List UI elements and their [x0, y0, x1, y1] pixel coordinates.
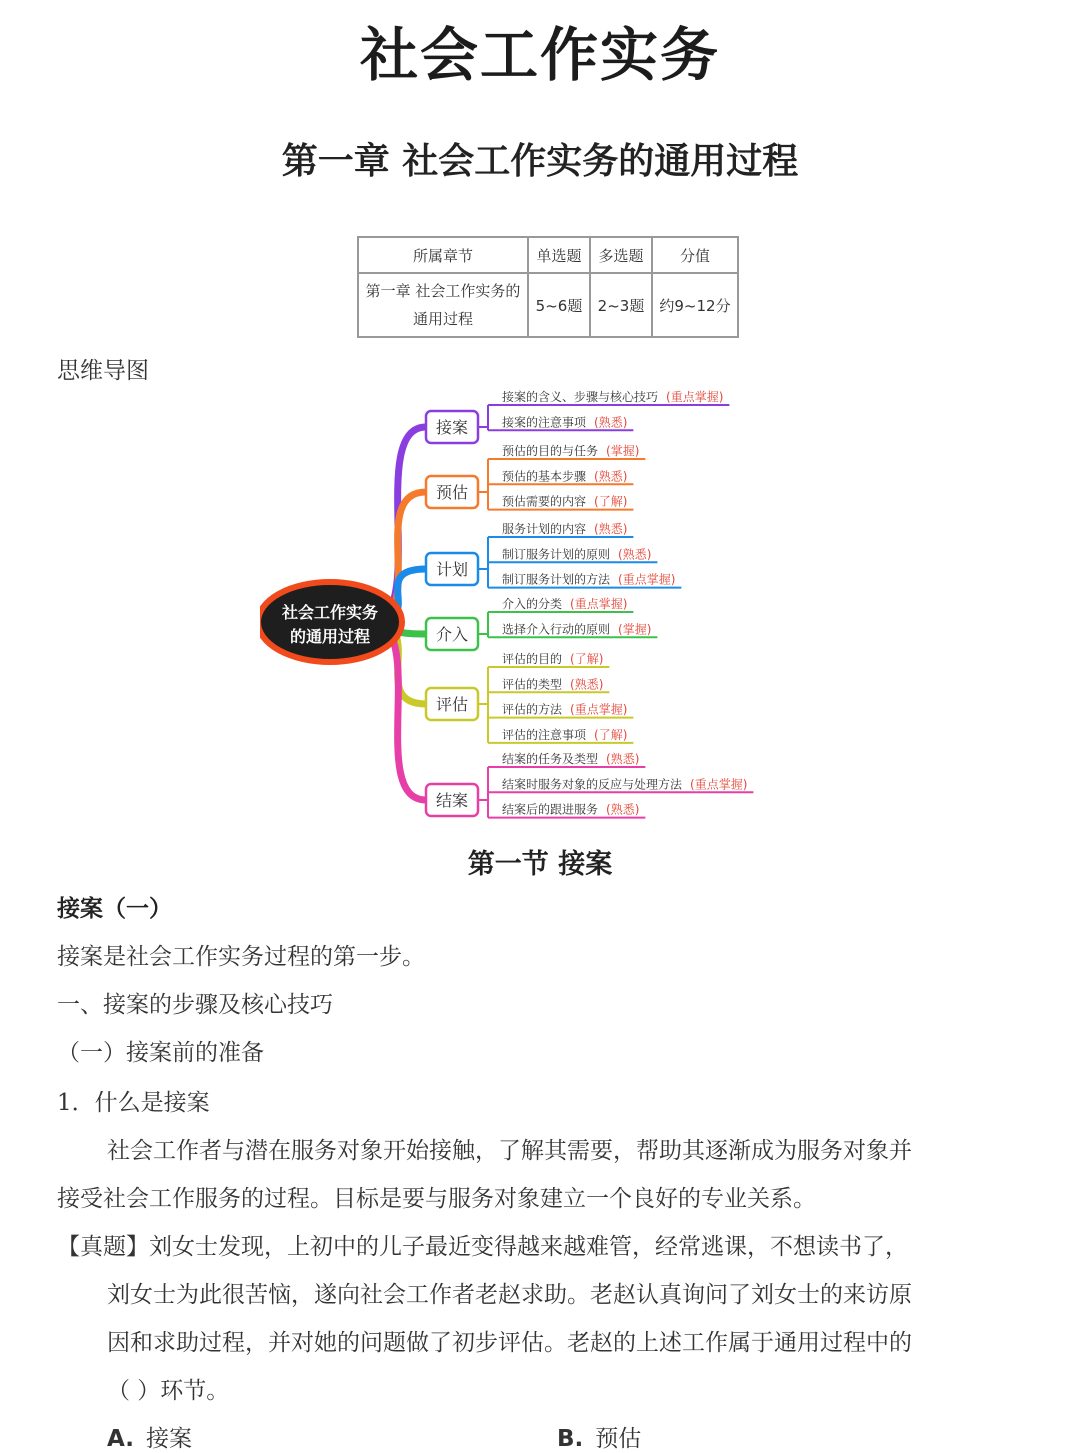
table-header: 分值	[652, 237, 738, 273]
leaf-tag: (重点掌握)	[570, 702, 628, 717]
table-cell: 5~6题	[528, 273, 590, 337]
branch-node-label: 计划	[435, 560, 469, 579]
question-line: 刘女士为此很苦恼，遂向社会工作者老赵求助。老赵认真询问了刘女士的来访原	[107, 1282, 912, 1308]
option-a	[107, 1420, 192, 1453]
leaf-tag: (了解)	[594, 494, 628, 509]
table-cell: 2~3题	[590, 273, 652, 337]
leaf-tag: (重点掌握)	[570, 597, 628, 611]
exam-info-table	[357, 236, 739, 338]
table-header: 单选题	[528, 237, 590, 273]
branch-node-label: 介入	[435, 625, 469, 644]
option-a-letter: A.	[107, 1426, 134, 1452]
leaf-label: 结案后的跟进服务	[502, 802, 599, 817]
center-node-label: 的通用过程	[289, 627, 371, 646]
leaf-label: 制订服务计划的原则	[502, 547, 611, 562]
chapter-title: 第一章 社会工作实务的通用过程	[281, 141, 799, 182]
question-line: 【真题】刘女士发现，上初中的儿子最近变得越来越难管，经常逃课，不想读书了，	[57, 1234, 908, 1260]
leaf-label: 接案的含义、步骤与核心技巧	[502, 390, 659, 404]
leaf-label: 预估需要的内容	[502, 494, 587, 509]
leaf-label: 服务计划的内容	[502, 522, 587, 536]
leaf-tag: (重点掌握)	[618, 572, 676, 587]
leaf-tag: (熟悉)	[606, 802, 640, 817]
leaf-tag: (了解)	[570, 652, 604, 666]
option-a-text: 接案	[145, 1426, 192, 1452]
leaf-tag: (重点掌握)	[666, 390, 724, 404]
table-header: 多选题	[590, 237, 652, 273]
body-intro: 接案是社会工作实务过程的第一步。	[57, 944, 425, 970]
leaf-label: 选择介入行动的原则	[502, 622, 611, 637]
leaf-tag: (熟悉)	[618, 547, 652, 562]
leaf-label: 评估的注意事项	[502, 727, 587, 742]
question-line: （ ）环节。	[107, 1378, 230, 1404]
leaf-tag: (了解)	[594, 727, 628, 742]
leaf-label: 预估的基本步骤	[502, 469, 587, 484]
leaf-tag: (熟悉)	[606, 752, 640, 766]
table-cell: 约9~12分	[652, 273, 738, 337]
leaf-tag: (重点掌握)	[690, 777, 748, 792]
heading-level-1: 一、接案的步骤及核心技巧	[57, 992, 333, 1018]
leaf-label: 预估的目的与任务	[502, 444, 599, 458]
leaf-tag: (熟悉)	[594, 469, 628, 484]
leaf-label: 评估的目的	[502, 652, 563, 666]
leaf-tag: (掌握)	[606, 444, 640, 458]
leaf-label: 介入的分类	[502, 597, 563, 611]
branch-node-label: 预估	[435, 483, 469, 502]
leaf-label: 结案时服务对象的反应与处理方法	[502, 777, 683, 792]
leaf-label: 评估的方法	[502, 702, 563, 717]
table-cell: 第一章 社会工作实务的通用过程	[358, 273, 528, 337]
center-node	[260, 582, 402, 662]
heading-level-2: （一）接案前的准备	[57, 1040, 264, 1066]
leaf-tag: (熟悉)	[594, 522, 628, 536]
mindmap-label: 思维导图	[57, 358, 149, 384]
leaf-label: 制订服务计划的方法	[502, 572, 611, 587]
section-title: 第一节 接案	[467, 849, 613, 880]
leaf-label: 评估的类型	[502, 677, 563, 692]
paragraph-line: 接受社会工作服务的过程。目标是要与服务对象建立一个良好的专业关系。	[57, 1186, 816, 1212]
leaf-tag: (熟悉)	[594, 415, 628, 430]
option-b	[557, 1420, 641, 1453]
mind-map	[260, 386, 840, 836]
center-node-label: 社会工作实务	[281, 603, 379, 622]
option-b-letter: B.	[557, 1426, 584, 1452]
document-title: 社会工作实务	[359, 21, 720, 89]
body-heading: 接案（一）	[57, 896, 172, 922]
branch-node-label: 结案	[435, 791, 469, 810]
question-line: 因和求助过程，并对她的问题做了初步评估。老赵的上述工作属于通用过程中的	[107, 1330, 912, 1356]
paragraph-line: 社会工作者与潜在服务对象开始接触，了解其需要，帮助其逐渐成为服务对象并	[107, 1138, 912, 1164]
branch-node-label: 接案	[435, 418, 469, 437]
leaf-label: 结案的任务及类型	[502, 752, 599, 766]
branch-node-label: 评估	[435, 695, 469, 714]
table-header: 所属章节	[358, 237, 528, 273]
leaf-tag: (掌握)	[618, 622, 652, 637]
leaf-tag: (熟悉)	[570, 677, 604, 692]
option-b-text: 预估	[595, 1426, 642, 1452]
heading-level-3: 1．什么是接案	[57, 1090, 210, 1116]
leaf-label: 接案的注意事项	[502, 415, 587, 430]
